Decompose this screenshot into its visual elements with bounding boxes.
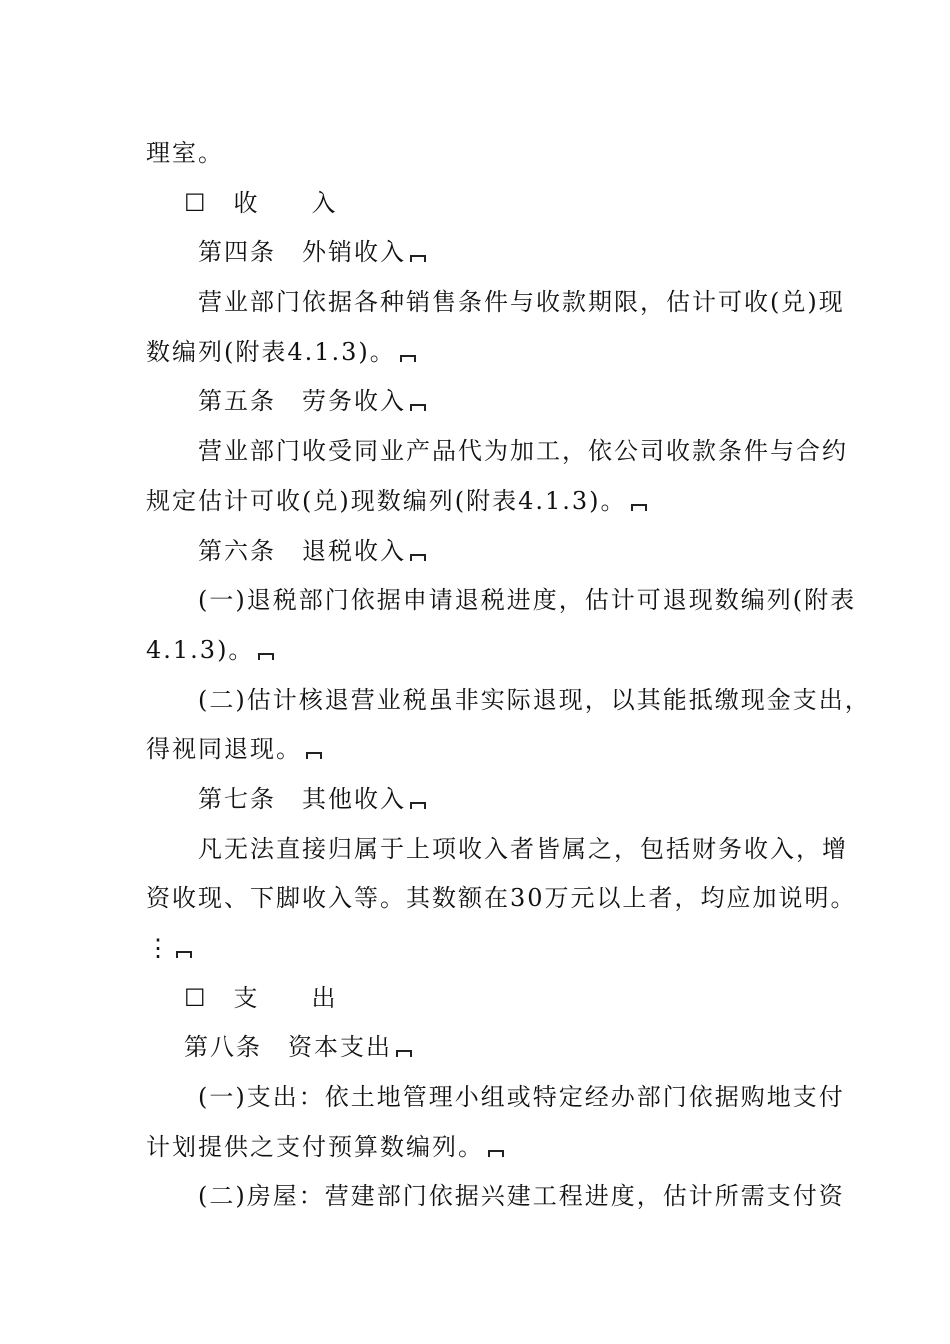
article-heading: 第四条 外销收入 <box>198 237 426 267</box>
text-line: 理室。 <box>146 139 224 167</box>
article-heading: 第八条 资本支出 <box>184 1032 412 1062</box>
paragraph-mark-icon <box>410 404 426 411</box>
text-line: 数编列(附表4.1.3)。 <box>146 337 416 367</box>
text-line: 营业部门收受同业产品代为加工，依公司收款条件与合约 <box>198 437 848 465</box>
text-line: (一)支出：依土地管理小组或特定经办部门依据购地支付 <box>198 1083 845 1111</box>
text-line: 凡无法直接归属于上项收入者皆属之，包括财务收入，增 <box>198 835 848 863</box>
text-line: 4.1.3)。 <box>146 635 274 665</box>
text-line: (一)退税部门依据申请退税进度，估计可退现数编列(附表 <box>198 586 857 614</box>
paragraph-mark-icon <box>410 255 426 262</box>
text-line: 得视同退现。 <box>146 734 322 764</box>
paragraph-mark-icon <box>396 1050 412 1057</box>
text-line: 营业部门依据各种销售条件与收款期限，估计可收(兑)现 <box>198 288 845 316</box>
paragraph-mark-icon <box>488 1150 504 1157</box>
article-heading: 第五条 劳务收入 <box>198 386 426 416</box>
paragraph-mark-icon <box>410 802 426 809</box>
text-line: 规定估计可收(兑)现数编列(附表4.1.3)。 <box>146 486 647 516</box>
paragraph-mark-icon <box>631 504 647 511</box>
text-line: (二)估计核退营业税虽非实际退现，以其能抵缴现金支出， <box>198 686 871 714</box>
text-line: 资收现、下脚收入等。其数额在30万元以上者，均应加说明。 <box>146 884 857 912</box>
section-heading-expenditure: ☐ 支 出 <box>184 984 338 1012</box>
paragraph-mark-icon <box>306 752 322 759</box>
text-line: ⋮ <box>146 933 192 963</box>
section-heading-income: ☐ 收 入 <box>184 189 338 217</box>
paragraph-mark-icon <box>410 554 426 561</box>
paragraph-mark-icon <box>400 355 416 362</box>
paragraph-mark-icon <box>176 951 192 958</box>
text-line: 计划提供之支付预算数编列。 <box>146 1132 504 1162</box>
article-heading: 第七条 其他收入 <box>198 784 426 814</box>
text-line: (二)房屋：营建部门依据兴建工程进度，估计所需支付资 <box>198 1182 845 1210</box>
article-heading: 第六条 退税收入 <box>198 536 426 566</box>
paragraph-mark-icon <box>258 653 274 660</box>
